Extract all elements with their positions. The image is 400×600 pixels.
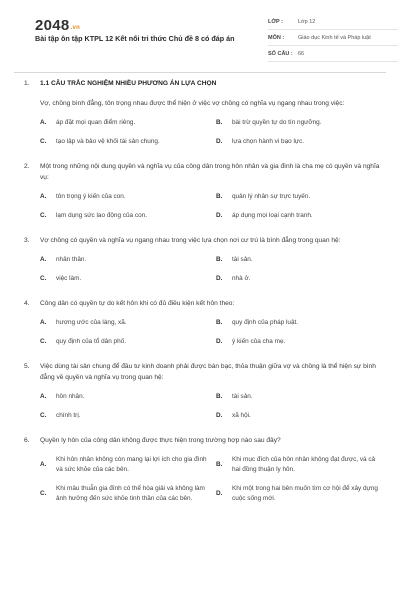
question-list	[0, 78, 400, 518]
section-title: 1.1 CÂU TRẮC NGHIỆM NHIỀU PHƯƠNG ÁN LỰA CHỌN	[40, 80, 217, 87]
options-grid	[24, 392, 384, 421]
option-text: chính trị.	[56, 412, 81, 419]
option-text: nhân thân.	[56, 256, 87, 263]
options-grid	[24, 192, 384, 221]
meta-row-count	[268, 46, 398, 62]
option-letter: B.	[216, 193, 223, 200]
question-6	[24, 435, 384, 504]
option-b[interactable]	[216, 318, 384, 328]
option-text: xã hội.	[232, 412, 251, 419]
question-stem	[24, 98, 384, 109]
option-letter: A.	[40, 393, 47, 400]
question-number: 5.	[24, 363, 30, 370]
option-letter: D.	[216, 412, 223, 419]
section-heading	[24, 78, 384, 89]
meta-value: Giáo dục Kinh tế và Pháp luật	[298, 34, 371, 41]
question-stem	[24, 435, 384, 446]
option-b[interactable]	[216, 255, 384, 265]
option-text: hương ước của làng, xã.	[56, 319, 127, 326]
option-text: quy định của tổ dân phố.	[56, 338, 126, 345]
option-d[interactable]	[216, 337, 384, 347]
option-a[interactable]	[40, 392, 208, 402]
question-number: 6.	[24, 437, 30, 444]
logo-text: 2048	[35, 17, 70, 34]
option-letter: C.	[40, 275, 47, 282]
option-letter: D.	[216, 490, 223, 497]
question-text: Vợ chồng có quyền và nghĩa vụ ngang nhau trong việc lựa chọn nơi cư trú là bình đẳng trong quan hệ:	[40, 237, 341, 244]
option-text: Khi mục đích của hôn nhân không đạt được, và cả hai đồng thuận ly hôn.	[232, 456, 376, 473]
option-text: tạo lập và bảo vệ khối tài sản chung.	[56, 138, 160, 145]
option-letter: A.	[40, 319, 47, 326]
option-c[interactable]	[40, 337, 208, 347]
option-b[interactable]	[216, 118, 384, 128]
option-letter: A.	[40, 461, 47, 468]
page-header	[14, 0, 386, 72]
section-number: 1.	[24, 80, 30, 87]
option-text: quản lý nhân sự trực tuyến.	[232, 193, 311, 200]
question-5	[24, 361, 384, 421]
meta-key: LỚP :	[268, 18, 283, 25]
option-text: ý kiến của cha mẹ.	[232, 338, 286, 345]
question-3	[24, 235, 384, 284]
option-d[interactable]	[216, 484, 384, 504]
option-b[interactable]	[216, 455, 384, 475]
options-grid	[24, 255, 384, 284]
option-letter: C.	[40, 412, 47, 419]
meta-value: 66	[298, 50, 305, 57]
option-c[interactable]	[40, 484, 208, 504]
option-letter: B.	[216, 393, 223, 400]
site-logo[interactable]	[35, 17, 80, 34]
meta-row-grade	[268, 14, 398, 30]
option-letter: B.	[216, 119, 223, 126]
option-text: quy định của pháp luật.	[232, 319, 299, 326]
option-d[interactable]	[216, 411, 384, 421]
option-c[interactable]	[40, 274, 208, 284]
meta-value: Lớp 12	[298, 18, 316, 25]
option-d[interactable]	[216, 137, 384, 147]
question-text: Việc dùng tài sản chung để đầu tư kinh doanh phải được bàn bạc, thỏa thuận giữa vợ và chồng là thể hiện sự bình đẳng về quyền và nghĩa vụ trong quan hệ:	[40, 363, 376, 381]
question-1	[24, 78, 384, 147]
option-letter: A.	[40, 256, 47, 263]
question-text: Công dân có quyền tự do kết hôn khi có đủ điều kiện kết hôn theo:	[40, 300, 235, 307]
question-stem	[24, 361, 384, 383]
option-letter: C.	[40, 338, 47, 345]
option-b[interactable]	[216, 192, 384, 202]
option-letter: D.	[216, 338, 223, 345]
option-a[interactable]	[40, 255, 208, 265]
question-number	[24, 98, 40, 109]
option-letter: A.	[40, 193, 47, 200]
option-text: Khi hôn nhân không còn mang lại lợi ích cho gia đình và sức khỏe của các bên.	[56, 456, 207, 473]
option-text: Khi một trong hai bên muốn tìm cơ hội để xây dựng cuộc sống mới.	[232, 485, 378, 502]
question-text: Quyền ly hôn của công dân không được thực hiện trong trường hợp nào sau đây?	[40, 437, 281, 444]
option-c[interactable]	[40, 211, 208, 221]
meta-key: SỐ CÂU :	[268, 50, 293, 57]
option-text: việc làm.	[56, 275, 82, 282]
options-grid	[24, 318, 384, 347]
question-4	[24, 298, 384, 347]
question-stem	[24, 235, 384, 246]
option-text: lựa chọn hành vi bạo lực.	[232, 138, 305, 145]
option-d[interactable]	[216, 211, 384, 221]
option-text: áp dụng mọi loại cạnh tranh.	[232, 212, 313, 219]
meta-row-subject	[268, 30, 398, 46]
option-text: áp đặt mọi quan điểm riêng.	[56, 119, 136, 126]
option-c[interactable]	[40, 411, 208, 421]
option-letter: C.	[40, 490, 47, 497]
question-2	[24, 161, 384, 221]
option-letter: C.	[40, 212, 47, 219]
question-number: 2.	[24, 163, 30, 170]
question-number: 3.	[24, 237, 30, 244]
question-text: Một trong những nội dung quyền và nghĩa vụ của công dân trong hôn nhân và gia đình là cha mẹ có quyền và nghĩa vụ:	[40, 163, 380, 181]
question-stem	[24, 161, 384, 183]
option-text: tài sản.	[232, 256, 253, 263]
document-meta	[268, 14, 398, 62]
logo-suffix: .vn	[70, 25, 81, 31]
option-a[interactable]	[40, 192, 208, 202]
option-text: tài sản.	[232, 393, 253, 400]
option-a[interactable]	[40, 318, 208, 328]
option-letter: C.	[40, 138, 47, 145]
question-text: Vợ, chồng bình đẳng, tôn trọng nhau được thể hiện ở việc vợ chồng có nghĩa vụ ngang nhau trong việc:	[40, 100, 345, 107]
options-grid	[24, 455, 384, 504]
meta-key: MÔN :	[268, 34, 285, 41]
option-text: bài trừ quyền tự do tín ngưỡng.	[232, 119, 322, 126]
option-text: hôn nhân.	[56, 393, 85, 400]
option-text: nhà ở.	[232, 275, 251, 282]
option-letter: B.	[216, 256, 223, 263]
question-stem	[24, 298, 384, 309]
option-letter: D.	[216, 212, 223, 219]
option-text: lạm dụng sức lao động của con.	[56, 212, 147, 219]
option-a[interactable]	[40, 118, 208, 128]
options-grid	[24, 118, 384, 147]
option-text: Khi mâu thuẫn gia đình có thể hòa giải và không làm ảnh hưởng đến sức khỏe tinh thần của các bên.	[56, 485, 205, 502]
document-title: Bài tập ôn tập KTPL 12 Kết nối tri thức Chủ đề 8 có đáp án	[35, 34, 235, 43]
question-number: 4.	[24, 300, 30, 307]
option-c[interactable]	[40, 137, 208, 147]
header-divider	[14, 72, 386, 73]
option-letter: B.	[216, 319, 223, 326]
option-a[interactable]	[40, 455, 208, 475]
option-b[interactable]	[216, 392, 384, 402]
option-letter: B.	[216, 461, 223, 468]
option-letter: D.	[216, 138, 223, 145]
option-text: tôn trọng ý kiến của con.	[56, 193, 126, 200]
option-d[interactable]	[216, 274, 384, 284]
option-letter: D.	[216, 275, 223, 282]
option-letter: A.	[40, 119, 47, 126]
